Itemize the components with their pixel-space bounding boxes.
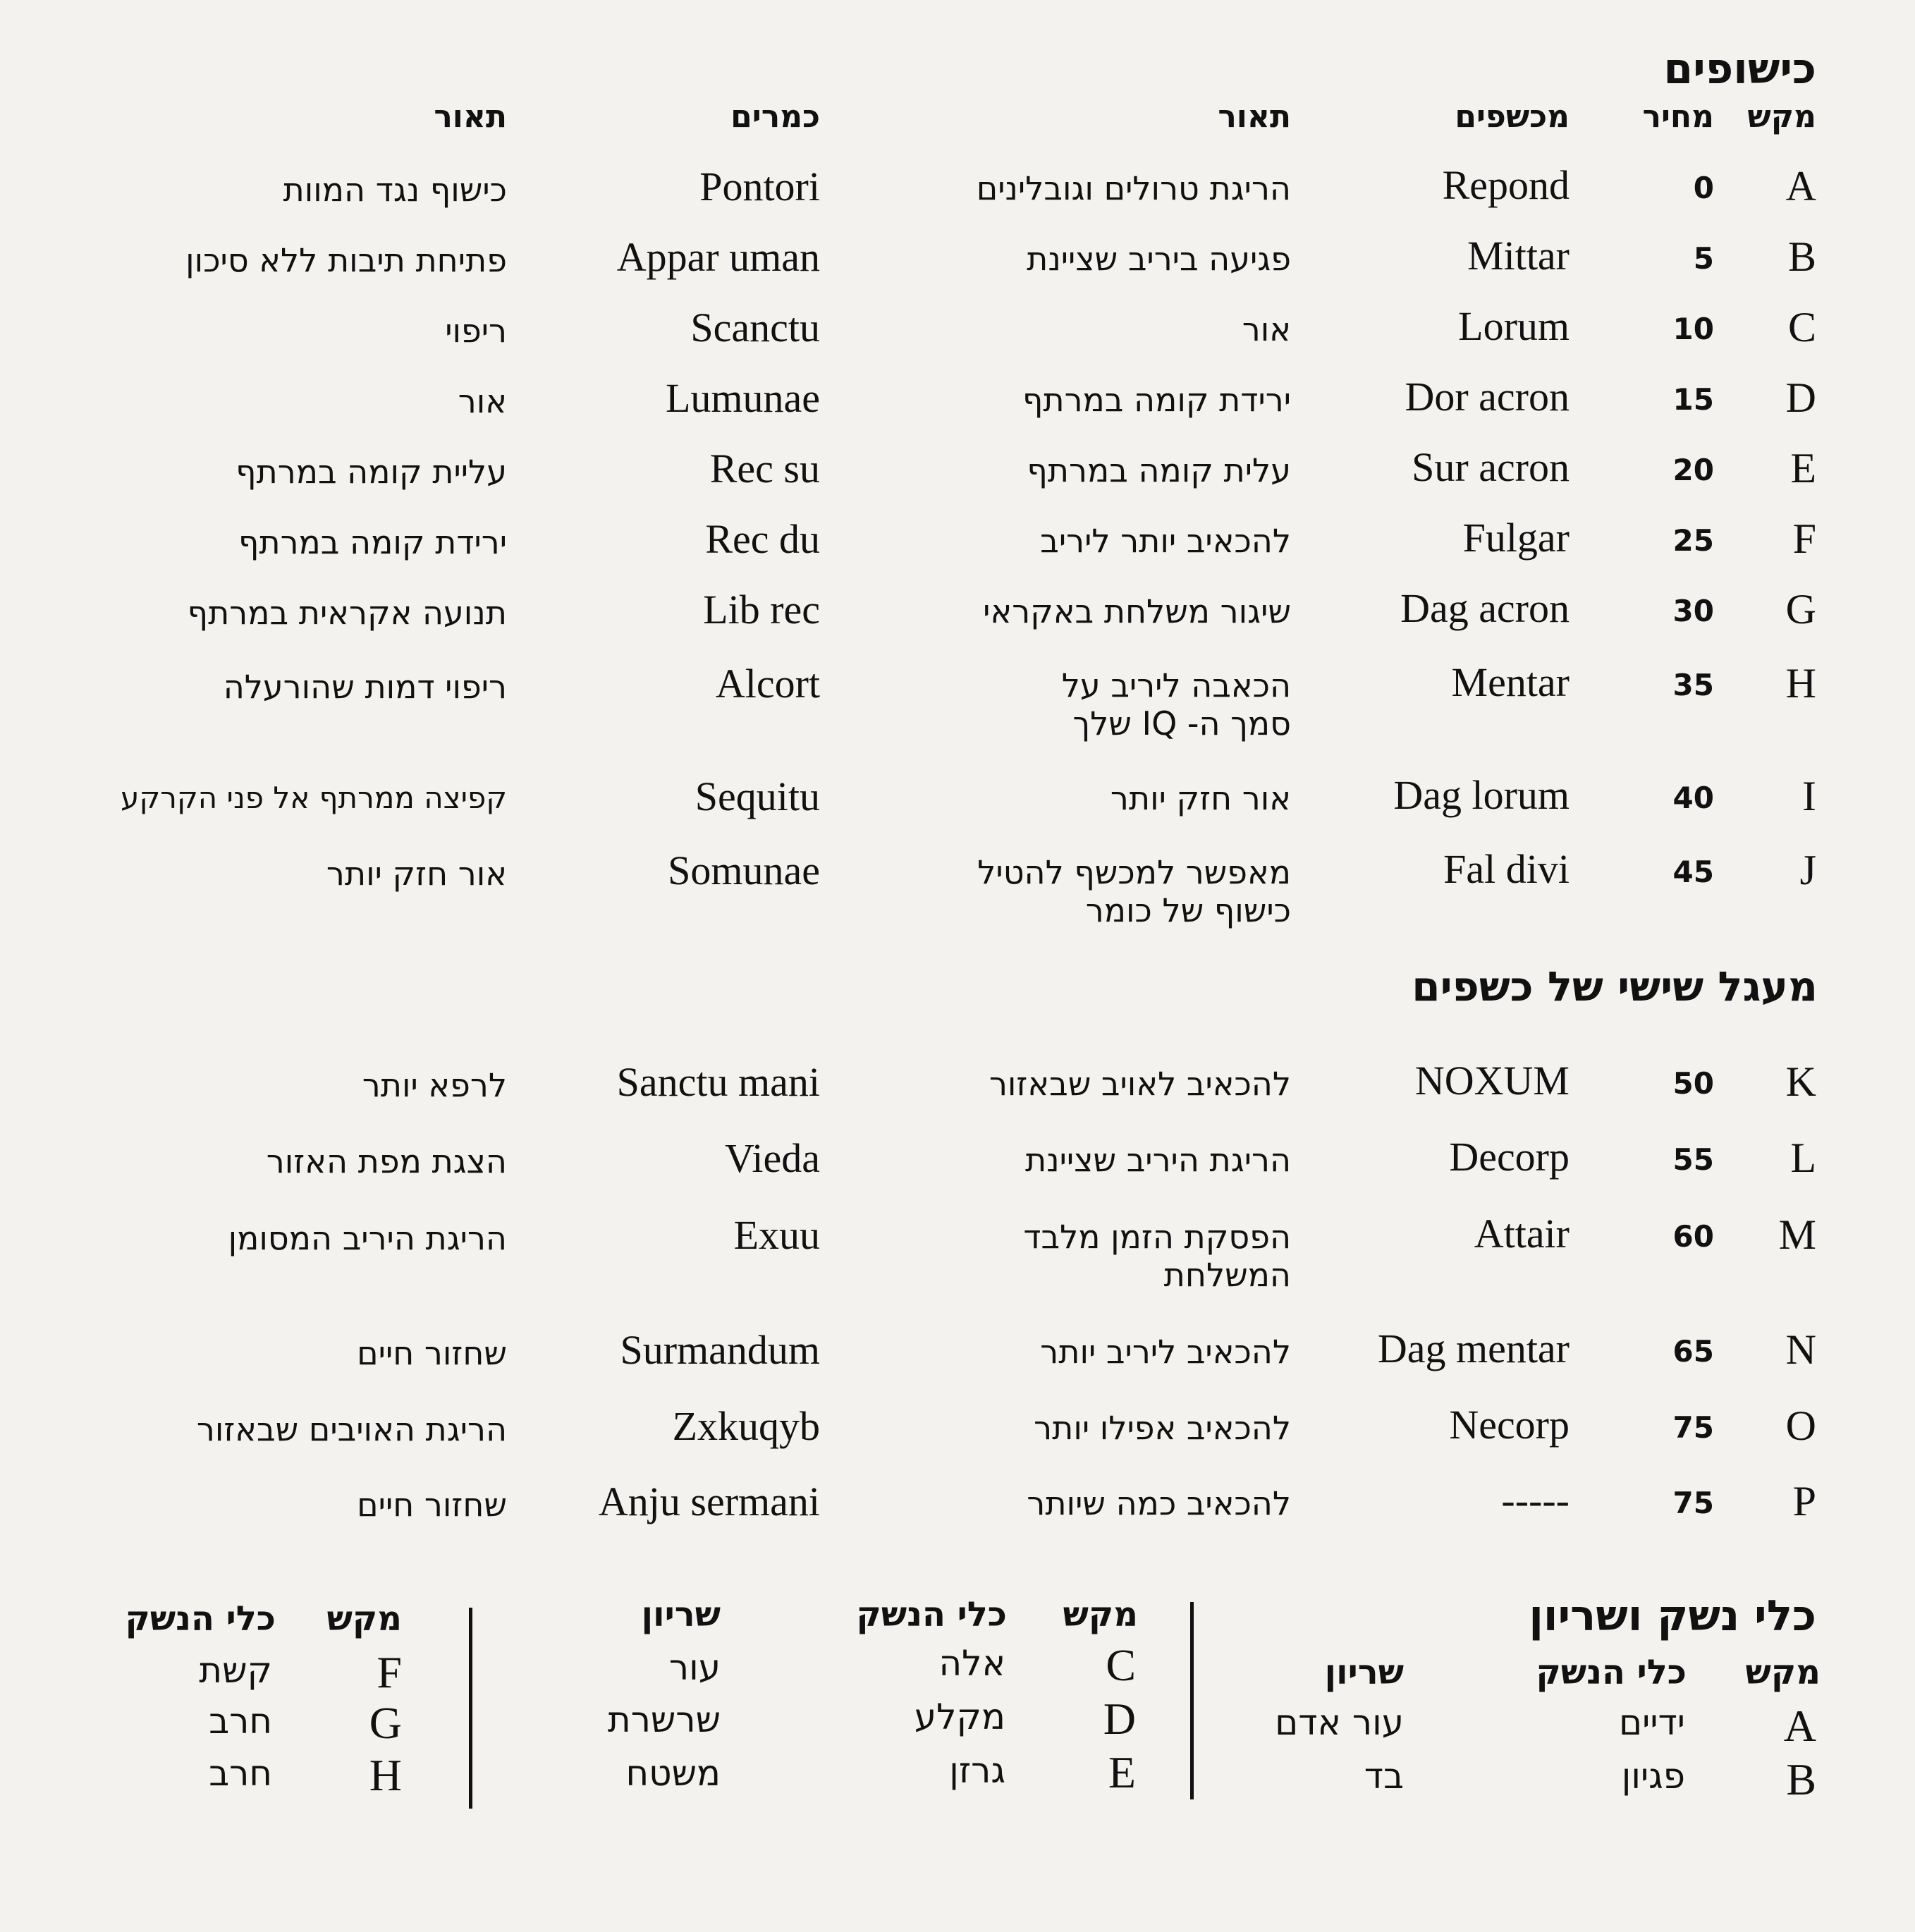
priest-spell-desc: שחזור חיים	[357, 1486, 507, 1524]
witch-spell-name: Mittar	[1467, 233, 1570, 279]
priest-spell-name: Zxkuqyb	[672, 1403, 820, 1449]
spell-cost: 50	[1672, 1066, 1714, 1101]
spell-key: D	[1785, 374, 1816, 421]
weapon-name: ידיים	[1618, 1702, 1685, 1743]
header-priest-desc: תאור	[434, 99, 507, 135]
witch-spell-desc: פגיעה ביריב שציינת	[1027, 240, 1291, 278]
weapon-name: פגיון	[1621, 1756, 1685, 1797]
priest-spell-name: Alcort	[715, 661, 820, 707]
priest-spell-desc: ריפוי דמות שהורעלה	[223, 668, 507, 706]
header-witch-desc: תאור	[1218, 99, 1291, 135]
priest-spell-name: Somunae	[668, 848, 820, 893]
spell-cost: 0	[1693, 171, 1714, 205]
witch-spell-desc: הפסקת הזמן מלבד	[1023, 1218, 1291, 1256]
witch-spell-desc: להכאיב אפילו יותר	[1034, 1409, 1291, 1447]
weapon-key: A	[1783, 1701, 1816, 1751]
weapon-key: C	[1106, 1640, 1136, 1690]
witch-spell-name: Repond	[1442, 162, 1570, 208]
witch-spell-desc: הריגת טרולים וגובלינים	[976, 169, 1291, 207]
witch-spell-name: Dag acron	[1400, 585, 1570, 631]
weapon-key: G	[369, 1698, 402, 1748]
spell-key: N	[1785, 1326, 1816, 1373]
witch-spell-name: Dor acron	[1405, 374, 1570, 420]
priest-spell-desc: הריגת היריב המסומן	[228, 1219, 507, 1257]
weapon-key: E	[1108, 1747, 1136, 1797]
priest-spell-name: Surmandum	[620, 1327, 820, 1373]
spell-cost: 20	[1672, 453, 1714, 487]
spell-key: P	[1792, 1478, 1816, 1524]
witch-spell-name: Mentar	[1451, 659, 1570, 705]
spell-key: E	[1790, 445, 1816, 491]
priest-spell-name: Exuu	[733, 1212, 820, 1258]
witch-spell-desc: להכאיב ליריב יותר	[1040, 1333, 1291, 1371]
witch-spell-name: Lorum	[1458, 303, 1570, 349]
weapon-key: D	[1103, 1694, 1136, 1744]
priest-spell-name: Sequitu	[695, 774, 820, 819]
weapon-key: H	[369, 1750, 402, 1800]
spell-cost: 10	[1672, 312, 1714, 346]
armor-name: עור אדם	[1275, 1702, 1404, 1743]
spell-key: G	[1785, 586, 1816, 632]
witch-spell-desc: מאפשר למכשף להטיל	[977, 853, 1291, 891]
witch-spell-name: Sur acron	[1412, 444, 1570, 490]
witch-spell-desc: שיגור משלחת באקראי	[983, 592, 1291, 630]
witch-spell-name: Fulgar	[1462, 515, 1570, 561]
spell-cost: 25	[1672, 523, 1714, 558]
witch-spell-name: Dag lorum	[1393, 772, 1570, 818]
weapon-name: מקלע	[914, 1696, 1005, 1737]
priest-spell-name: Pontori	[699, 164, 820, 209]
priest-spell-desc: כישוף נגד המוות	[283, 171, 507, 209]
spell-key: O	[1785, 1402, 1816, 1449]
witch-spell-name: NOXUM	[1414, 1058, 1570, 1103]
spell-key: L	[1790, 1135, 1816, 1181]
weapon-name: גרזן	[949, 1750, 1005, 1791]
priest-spell-name: Rec su	[709, 446, 820, 491]
priest-spell-name: Rec du	[705, 516, 820, 562]
spell-cost: 75	[1672, 1486, 1714, 1520]
spell-key: B	[1787, 233, 1816, 280]
spell-cost: 5	[1693, 241, 1714, 276]
witch-spell-desc: הריגת היריב שציינת	[1024, 1141, 1291, 1179]
witch-spell-desc-line2: כישוף של כומר	[1085, 891, 1291, 929]
spell-cost: 35	[1672, 668, 1714, 702]
spell-key: I	[1802, 773, 1816, 819]
witch-spell-desc: אור	[1242, 310, 1291, 348]
header-priests: כמרים	[730, 99, 820, 135]
priest-spell-name: Lib rec	[703, 587, 820, 632]
priest-spell-desc: פתיחת תיבות ללא סיכון	[185, 241, 507, 279]
priest-spell-desc: עליית קומה במרתף	[235, 453, 507, 491]
spell-cost: 75	[1672, 1410, 1714, 1445]
witch-spell-desc: עלית קומה במרתף	[1027, 451, 1291, 489]
weapon-name: קשת	[199, 1650, 272, 1691]
witch-spell-name: Attair	[1474, 1211, 1570, 1257]
witch-spell-desc: להכאיב לאויב שבאזור	[989, 1065, 1291, 1103]
spell-cost: 30	[1672, 594, 1714, 628]
weapons-header-key: מקש	[1745, 1653, 1821, 1692]
column-divider	[469, 1608, 472, 1809]
priest-spell-desc: הצגת מפת האזור	[266, 1142, 507, 1180]
priest-spell-desc: תנועה אקראית במרתף	[187, 594, 507, 632]
armor-name: משטח	[625, 1753, 721, 1794]
weapon-name: חרב	[209, 1701, 272, 1742]
spell-key: H	[1785, 660, 1816, 707]
weapons-header-armor: שריון	[641, 1595, 721, 1634]
priest-spell-name: Scanctu	[690, 305, 820, 350]
priest-spell-desc: אור חזק יותר	[326, 855, 507, 893]
weapon-name: אלה	[938, 1643, 1005, 1684]
witch-spell-name: Fal divi	[1443, 846, 1570, 892]
spell-key: M	[1778, 1211, 1816, 1258]
priest-spell-name: Anju sermani	[598, 1479, 820, 1524]
weapons-header-key: מקש	[1063, 1595, 1138, 1634]
witch-spell-desc-line2: סמך ה- IQ שלך	[1072, 704, 1291, 742]
spell-cost: 45	[1672, 855, 1714, 889]
priest-spell-desc: ריפוי	[445, 312, 507, 350]
spell-cost: 55	[1672, 1142, 1714, 1177]
weapons-header-weapon: כלי הנשק	[856, 1595, 1007, 1634]
header-key: מקש	[1747, 99, 1816, 135]
priest-spell-desc: קפיצה ממרתף אל פני הקרקע	[121, 781, 507, 815]
weapons-title: כלי נשק ושריון	[1529, 1591, 1816, 1641]
weapon-name: חרב	[209, 1753, 272, 1794]
spell-key: C	[1787, 304, 1816, 350]
spell-cost: 40	[1672, 781, 1714, 815]
spell-key: K	[1785, 1058, 1816, 1105]
spell-cost: 15	[1672, 382, 1714, 417]
witch-spell-desc: אור חזק יותר	[1110, 779, 1291, 817]
witch-spell-desc: להכאיב יותר ליריב	[1040, 522, 1291, 560]
witch-spell-name: Decorp	[1449, 1134, 1570, 1180]
witch-spell-desc: הכאבה ליריב על	[1061, 666, 1291, 704]
spell-key: F	[1792, 515, 1816, 562]
witch-spell-name: Dag mentar	[1377, 1326, 1570, 1371]
weapons-header-key: מקש	[326, 1599, 402, 1639]
spell-key: A	[1785, 163, 1816, 209]
priest-spell-name: Appar uman	[616, 234, 820, 280]
column-divider	[1190, 1602, 1194, 1799]
witch-spell-name: Necorp	[1449, 1402, 1570, 1448]
witch-spell-desc: להכאיב כמה שיותר	[1027, 1484, 1291, 1522]
spell-key: J	[1799, 847, 1816, 893]
weapons-header-armor: שריון	[1324, 1653, 1404, 1692]
spell-cost: 65	[1672, 1334, 1714, 1369]
spell-cost: 60	[1672, 1219, 1714, 1254]
weapon-key: F	[377, 1647, 402, 1697]
priest-spell-name: Lumunae	[665, 375, 820, 421]
priest-spell-name: Sanctu mani	[616, 1059, 820, 1105]
priest-spell-name: Vieda	[724, 1135, 820, 1181]
priest-spell-desc: ירידת קומה במרתף	[238, 523, 507, 561]
witch-spell-desc: ירידת קומה במרתף	[1022, 381, 1291, 419]
priest-spell-desc: אור	[458, 382, 507, 420]
armor-name: שרשרת	[607, 1699, 721, 1740]
header-cost: מחיר	[1642, 99, 1714, 135]
armor-name: עור	[668, 1647, 721, 1688]
priest-spell-desc: שחזור חיים	[357, 1334, 507, 1372]
sixth-circle-title: מעגל שישי של כשפים	[1412, 962, 1818, 1010]
armor-name: בד	[1364, 1756, 1404, 1797]
witch-spell-desc-line2: המשלחת	[1163, 1256, 1291, 1294]
weapons-header-weapon: כלי הנשק	[1536, 1653, 1687, 1692]
spells-title: כישופים	[1663, 44, 1816, 94]
weapon-key: B	[1786, 1754, 1816, 1804]
priest-spell-desc: הריגת האויבים שבאזור	[196, 1410, 507, 1448]
weapons-header-weapon: כלי הנשק	[125, 1599, 276, 1639]
witch-spell-name: -----	[1501, 1477, 1570, 1523]
header-witches: מכשפים	[1455, 99, 1570, 135]
priest-spell-desc: לרפא יותר	[362, 1066, 507, 1104]
